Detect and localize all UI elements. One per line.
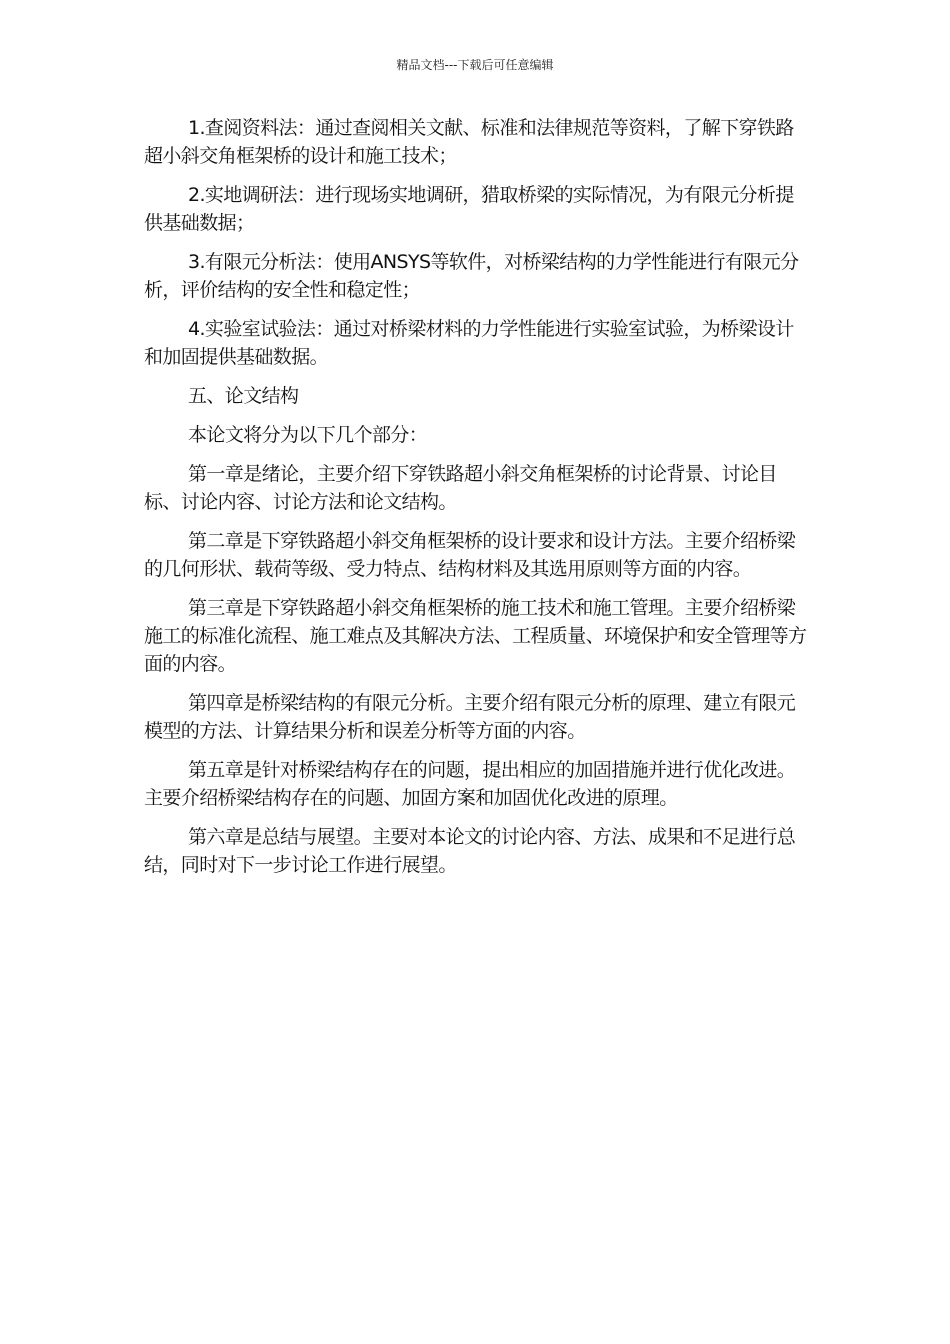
paragraph-chapter-2: 第二章是下穿铁路超小斜交角框架桥的设计要求和设计方法。主要介绍桥梁的几何形状、载荷等级、受力特点、结构材料及其选用原则等方面的内容。 bbox=[144, 530, 796, 580]
paragraph-chapter-5: 第五章是针对桥梁结构存在的问题，提出相应的加固措施并进行优化改进。主要介绍桥梁结构存在的问题、加固方案和加固优化改进的原理。 bbox=[144, 759, 796, 809]
paragraph-chapter-3: 第三章是下穿铁路超小斜交角框架桥的施工技术和施工管理。主要介绍桥梁施工的标准化流程、施工难点及其解决方法、工程质量、环境保护和安全管理等方面的内容。 bbox=[144, 597, 807, 675]
page-header: 精品文档---下载后可任意编辑 bbox=[396, 58, 554, 72]
paragraph-chapter-6: 第六章是总结与展望。主要对本论文的讨论内容、方法、成果和不足进行总结，同时对下一步讨论工作进行展望。 bbox=[144, 826, 796, 876]
paragraph-method-lab-test: 4.实验室试验法：通过对桥梁材料的力学性能进行实验室试验，为桥梁设计和加固提供基础数据。 bbox=[144, 318, 794, 368]
paragraph-method-field-survey: 2.实地调研法：进行现场实地调研，猎取桥梁的实际情况，为有限元分析提供基础数据； bbox=[144, 184, 794, 234]
paragraph-method-literature: 1.查阅资料法：通过查阅相关文献、标准和法律规范等资料，了解下穿铁路超小斜交角框架桥的设计和施工技术； bbox=[144, 117, 794, 167]
section-heading-thesis-structure: 五、论文结构 bbox=[188, 385, 299, 407]
document-body bbox=[144, 114, 809, 890]
paragraph-structure-intro: 本论文将分为以下几个部分： bbox=[188, 424, 428, 446]
paragraph-chapter-4: 第四章是桥梁结构的有限元分析。主要介绍有限元分析的原理、建立有限元模型的方法、计算结果分析和误差分析等方面的内容。 bbox=[144, 692, 796, 742]
paragraph-chapter-1: 第一章是绪论，主要介绍下穿铁路超小斜交角框架桥的讨论背景、讨论目标、讨论内容、讨论方法和论文结构。 bbox=[144, 463, 777, 513]
paragraph-method-fea: 3.有限元分析法：使用ANSYS等软件，对桥梁结构的力学性能进行有限元分析，评价结构的安全性和稳定性； bbox=[144, 251, 799, 301]
